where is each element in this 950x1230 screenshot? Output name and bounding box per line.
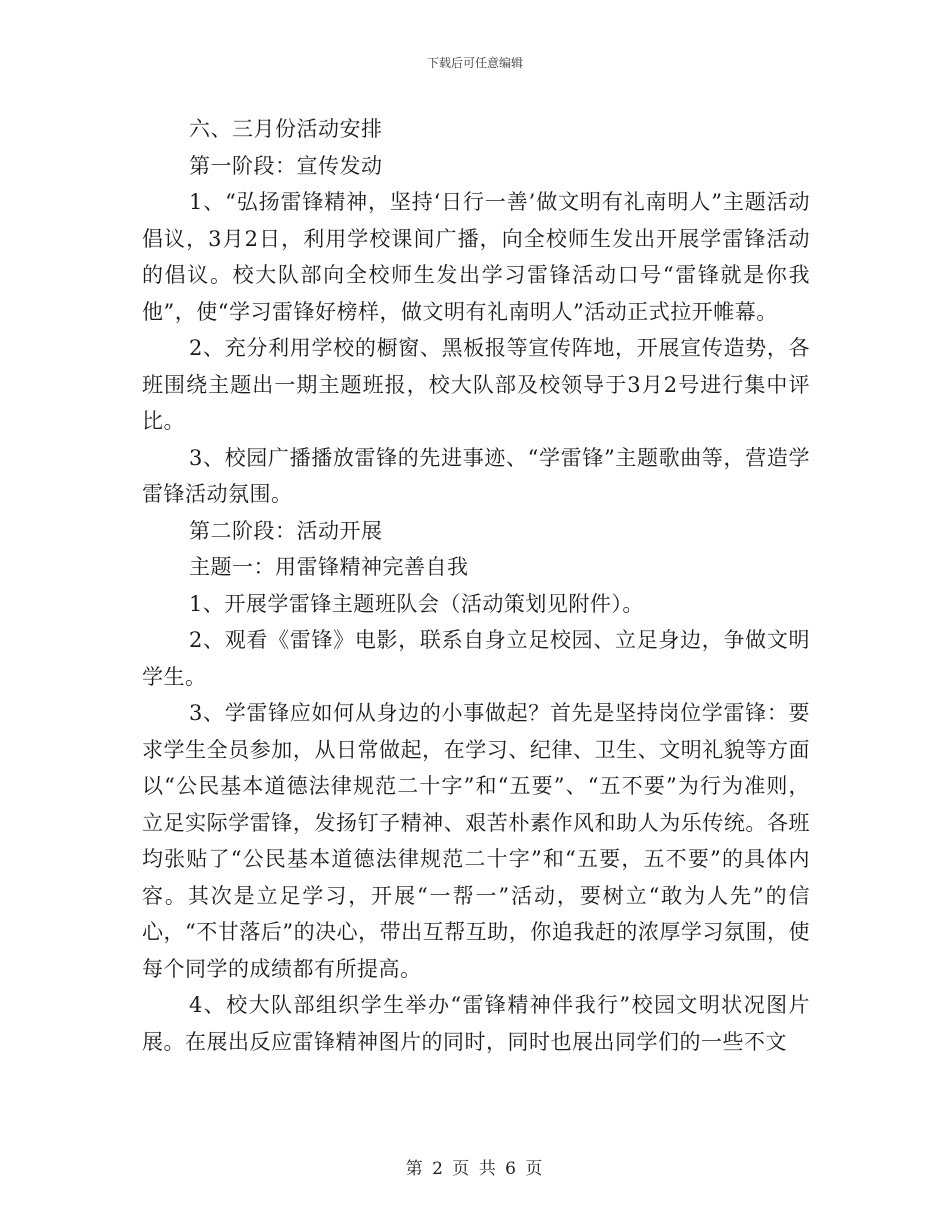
paragraph: 3、学雷锋应如何从身边的小事做起？首先是坚持岗位学雷锋：要求学生全员参加，从日常做起，在学习、纪律、卫生、文明礼貌等方面以“公民基本道德法律规范二十字”和“五要”、“五不要”为行为准则，立足实际学雷锋，发扬钉子精神、艰苦朴素作风和助人为乐传统。各班均张贴了“公民基本道德法律规范二十字”和“五要，五不要”的具体内容。其次是立足学习，开展“一帮一”活动，要树立“敢为人先”的信心，“不甘落后”的决心，带出互帮互助，你追我赶的浓厚学习氛围，使每个同学的成绩都有所提高。 — [142, 701, 810, 981]
paragraph: 3、校园广播播放雷锋的先进事迹、“学雷锋”主题歌曲等，营造学雷锋活动氛围。 — [142, 445, 810, 506]
stage-heading: 第一阶段：宣传发动 — [189, 153, 383, 178]
paragraph: 4、校大队部组织学生举办“雷锋精神伴我行”校园文明状况图片展。在展出反应雷锋精神图片的同时，同时也展出同学们的一些不文 — [142, 993, 810, 1054]
paragraph: 2、观看《雷锋》电影，联系自身立足校园、立足身边，争做文明学生。 — [142, 628, 810, 689]
stage-heading: 第二阶段：活动开展 — [189, 518, 383, 543]
document-body — [142, 111, 810, 1060]
paragraph: 1、开展学雷锋主题班队会（活动策划见附件）。 — [189, 591, 644, 616]
page-number: 第 2 页 共 6 页 — [405, 1159, 545, 1179]
paragraph: 1、“弘扬雷锋精神，坚持‘日行一善’做文明有礼南明人”主题活动倡议，3月2日，利用学校课间广播，向全校师生发出开展学雷锋活动的倡议。校大队部向全校师生发出学习雷锋活动口号“雷锋就是你我他”，使“学习雷锋好榜样，做文明有礼南明人”活动正式拉开帷幕。 — [142, 190, 810, 324]
download-note: 下载后可任意编辑 — [426, 56, 523, 70]
paragraph: 2、充分利用学校的橱窗、黑板报等宣传阵地，开展宣传造势，各班围绕主题出一期主题班报，校大队部及校领导于3月2号进行集中评比。 — [142, 336, 810, 433]
theme-heading: 主题一：用雷锋精神完善自我 — [189, 555, 469, 579]
section-heading: 六、三月份活动安排 — [189, 117, 383, 141]
